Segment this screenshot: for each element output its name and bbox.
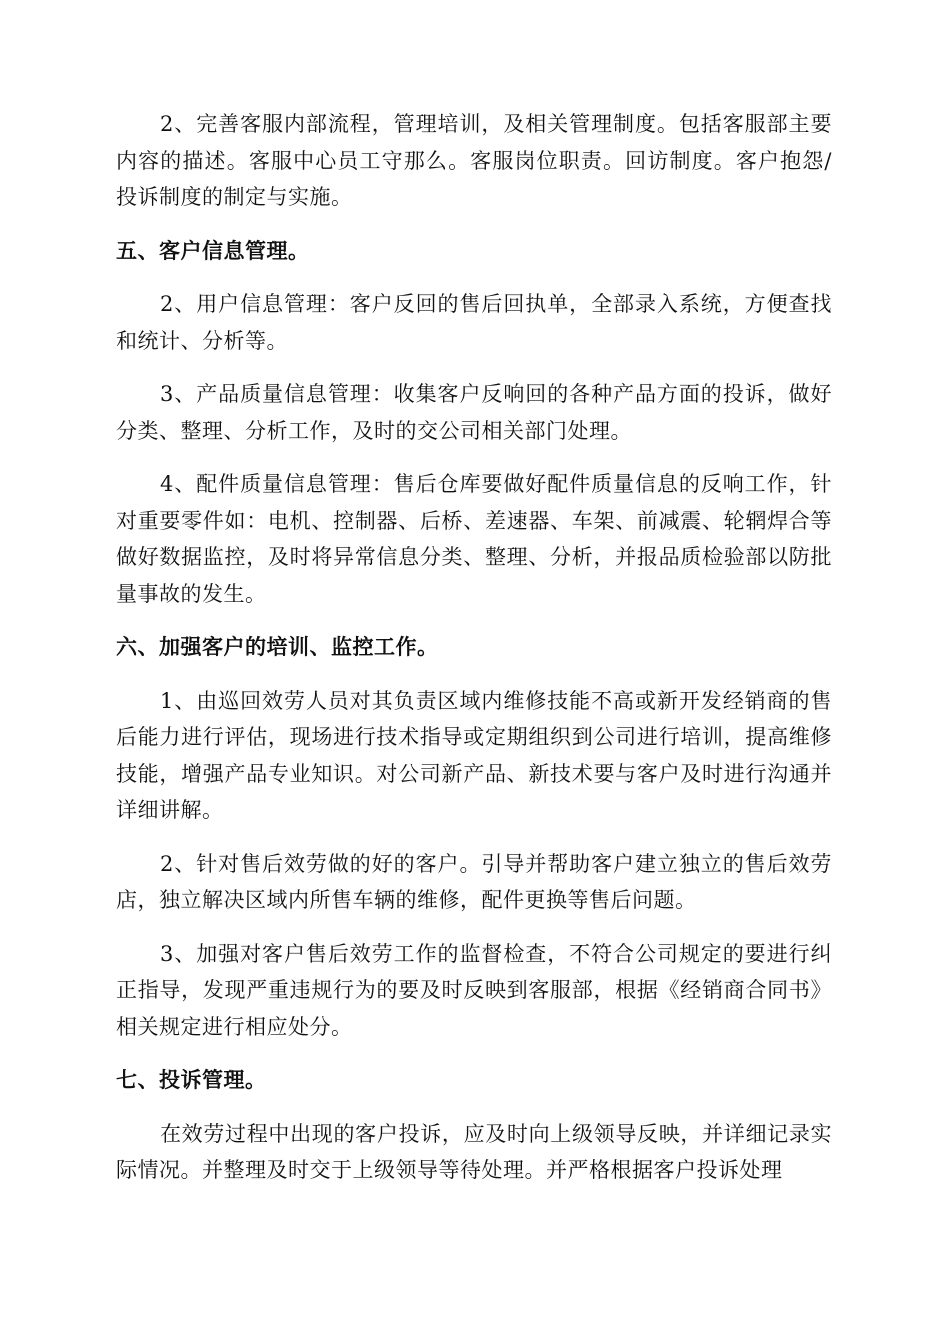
section-heading: 五、客户信息管理。 bbox=[116, 238, 310, 263]
section-heading: 七、投诉管理。 bbox=[116, 1068, 267, 1092]
paragraph: 4、配件质量信息管理：售后仓库要做好配件质量信息的反响工作，针对重要零件如：电机、控制器、后桥、差速器、车架、前减震、轮辋焊合等做好数据监控，及时将异常信息分类、整理、分析，并报品质检验部以防批量事故的发生。 bbox=[116, 472, 832, 606]
paragraph: 3、加强对客户售后效劳工作的监督检查，不符合公司规定的要进行纠正指导，发现严重违规行为的要及时反映到客服部，根据《经销商合同书》相关规定进行相应处分。 bbox=[116, 941, 832, 1039]
paragraph: 2、完善客服内部流程，管理培训，及相关管理制度。包括客服部主要内容的描述。客服中心员工守那么。客服岗位职责。回访制度。客户抱怨/投诉制度的制定与实施。 bbox=[116, 112, 832, 209]
paragraph: 2、针对售后效劳做的好的客户。引导并帮助客户建立独立的售后效劳店，独立解决区域内所售车辆的维修，配件更换等售后问题。 bbox=[116, 851, 832, 912]
section-heading: 六、加强客户的培训、监控工作。 bbox=[116, 635, 439, 659]
paragraph: 2、用户信息管理：客户反回的售后回执单，全部录入系统，方便查找和统计、分析等。 bbox=[116, 292, 832, 353]
paragraph: 1、由巡回效劳人员对其负责区域内维修技能不高或新开发经销商的售后能力进行评估，现场进行技术指导或定期组织到公司进行培训，提高维修技能，增强产品专业知识。对公司新产品、新技术要与客户及时进行沟通并详细讲解。 bbox=[116, 688, 832, 822]
paragraph: 3、产品质量信息管理：收集客户反响回的各种产品方面的投诉，做好分类、整理、分析工作，及时的交公司相关部门处理。 bbox=[116, 382, 832, 443]
paragraph: 在效劳过程中出现的客户投诉，应及时向上级领导反映，并详细记录实际情况。并整理及时交于上级领导等待处理。并严格根据客户投诉处理 bbox=[116, 1121, 832, 1182]
